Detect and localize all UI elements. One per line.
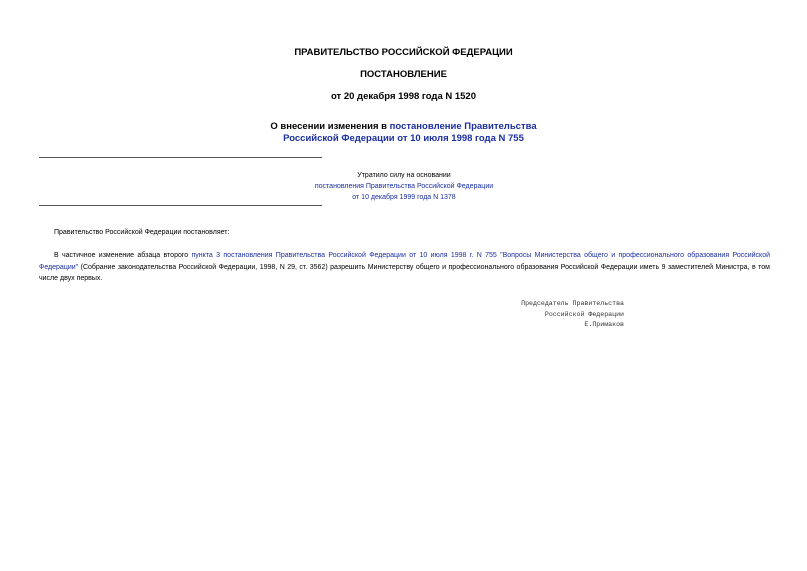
document-date-number: от 20 декабря 1998 года N 1520 — [330, 91, 476, 102]
document-title — [0, 121, 807, 145]
main-paragraph-text-start: В частичное изменение абзаца второго — [54, 252, 192, 259]
signature-position: Председатель Правительства — [521, 300, 624, 307]
title-link-amended-resolution-date[interactable]: Российской Федерации от 10 июля 1998 года N 755 — [283, 133, 524, 144]
main-paragraph — [39, 250, 770, 285]
title-link-amended-resolution[interactable]: постановление Правительства — [389, 121, 537, 132]
bottom-divider — [39, 205, 322, 206]
status-note-link-date[interactable]: от 10 декабря 1999 года N 1378 — [352, 194, 456, 201]
document-type: ПОСТАНОВЛЕНИЕ — [360, 69, 447, 80]
signature-country: Российской Федерации — [544, 310, 624, 318]
top-divider — [39, 157, 322, 158]
status-note-link[interactable]: постановления Правительства Российской Федерации — [314, 183, 494, 190]
status-note-text: Утратило силу на основании — [357, 172, 451, 179]
title-prefix: О внесении изменения в — [270, 121, 390, 132]
signature-name: Е.Примаков — [584, 321, 624, 328]
signature-block — [470, 299, 624, 331]
intro-paragraph: Правительство Российской Федерации постановляет: — [54, 229, 230, 236]
main-paragraph-link[interactable]: пункта 3 постановления Правительства Российской Федерации от 10 июля 1998 г. N 755 "Вопросы Министерства общего и профессионального образования Российской Федерации" — [39, 252, 770, 271]
main-paragraph-text-end: (Собрание законодательства Российской Федерации, 1998, N 29, ст. 3562) разрешить Министерству общего и профессионального образования Российской Федерации иметь 9 заместителей Министра, в том числе двух первых. — [39, 263, 770, 282]
status-note — [311, 170, 497, 203]
government-heading: ПРАВИТЕЛЬСТВО РОССИЙСКОЙ ФЕДЕРАЦИИ — [294, 47, 513, 58]
